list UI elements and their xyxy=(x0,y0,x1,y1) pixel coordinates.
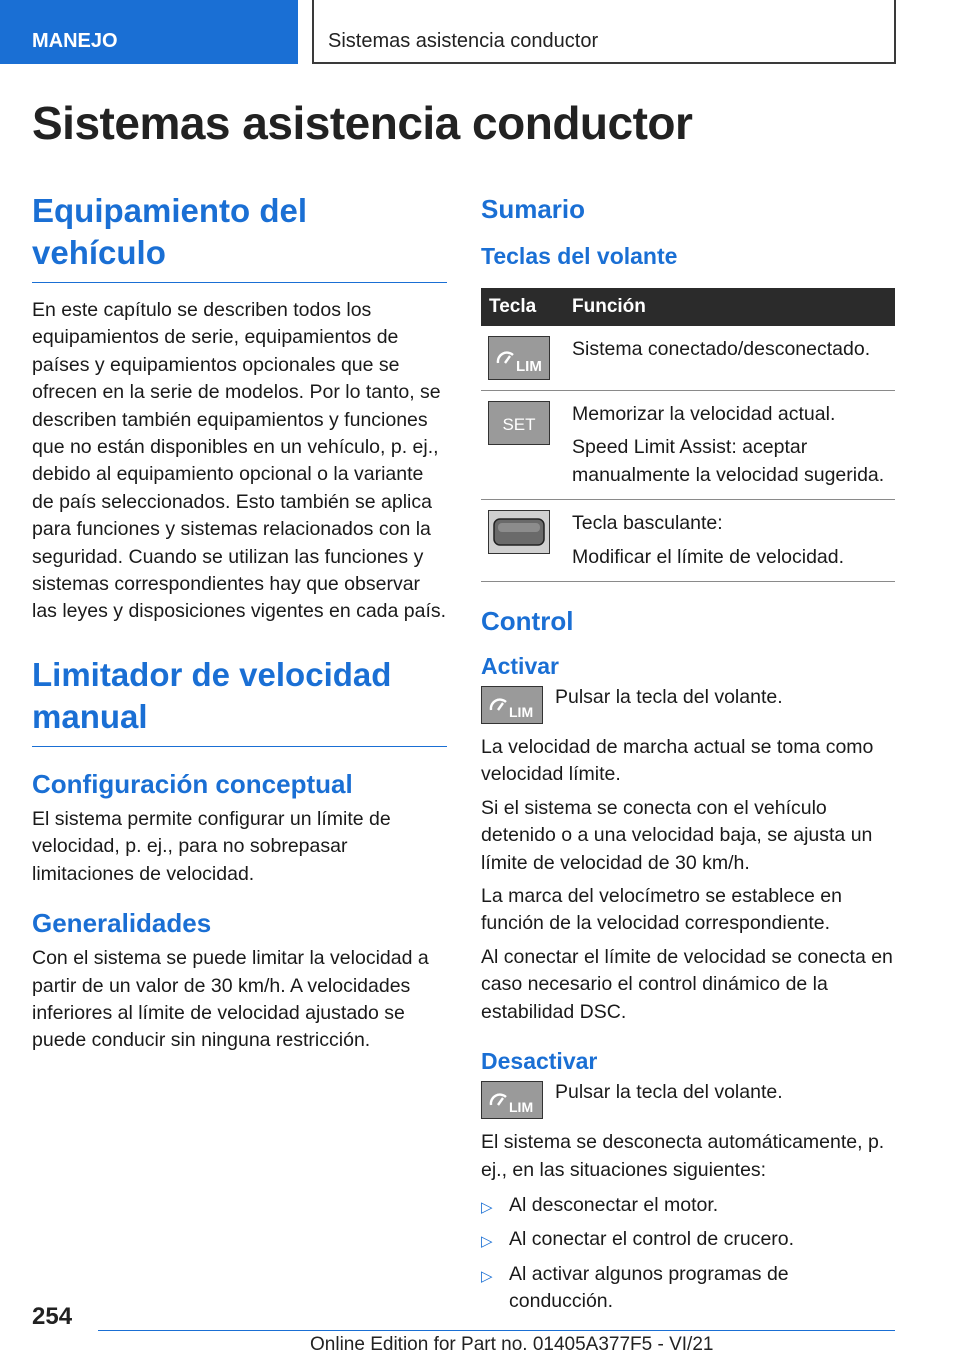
activar-paragraph: Al conectar el límite de velocidad se conecta en caso necesario el control dinámico de la estabilidad DSC. xyxy=(481,945,893,1023)
triangle-bullet-icon: ▷ xyxy=(481,1233,493,1251)
heading-teclas: Teclas del volante xyxy=(481,243,678,269)
desactivar-intro: El sistema se desconecta automáticamente, p. ej., en las situaciones siguientes: xyxy=(481,1131,885,1181)
set-key-cell xyxy=(481,391,572,500)
heading-control: Control xyxy=(481,606,574,637)
table-row xyxy=(481,500,895,582)
right-column xyxy=(481,190,895,1321)
activar-paragraph: Si el sistema se conecta con el vehículo detenido o a una velocidad baja, se ajusta un límite de velocidad de 30 km/h. xyxy=(481,796,873,874)
paragraph-equipamiento: En este capítulo se describen todos los equipamientos de serie, equipamientos de países y equipamientos opcionales que se ofrecen en la serie de modelos. Por lo tanto, se describen también equipamientos y funciones que no están disponibles en un vehículo, p. ej., debido al equipamiento opcional o la variante de país seleccionados. Esto también se aplica para funciones y sistemas relacionados con la seguridad. Cuando se utilizan las funciones y sistemas correspondientes hay que observar las leyes y disposiciones vigentes en cada país. xyxy=(32,299,447,623)
heading-limitador: Limitador de velocidad manual xyxy=(32,654,447,747)
heading-configuracion: Configuración conceptual xyxy=(32,768,353,799)
footer-divider xyxy=(98,1330,895,1331)
function-cell xyxy=(572,500,895,582)
desactivar-press-text: Pulsar la tecla del volante. xyxy=(555,1081,783,1104)
activar-paragraph: La velocidad de marcha actual se toma como velocidad límite. xyxy=(481,736,874,786)
section-label: MANEJO xyxy=(32,30,118,52)
function-text: Memorizar la velocidad actual. xyxy=(572,403,836,425)
paragraph-generalidades: Con el sistema se puede limitar la velocidad a partir de un valor de 30 km/h. A velocidades inferiores al límite de velocidad ajustado se puede conducir sin ninguna restricción. xyxy=(32,947,429,1052)
paragraph-configuracion: El sistema permite configurar un límite de velocidad, p. ej., para no sobrepasar limitaciones de velocidad. xyxy=(32,807,391,885)
activar-press-text: Pulsar la tecla del volante. xyxy=(555,686,783,709)
triangle-bullet-icon: ▷ xyxy=(481,1267,493,1285)
table-header-function: Función xyxy=(572,288,895,326)
function-cell xyxy=(572,391,895,500)
lim-key-label: LIM xyxy=(516,358,542,375)
lim-key-icon xyxy=(488,336,550,380)
list-item-text: Al activar algunos programas de conducción. xyxy=(509,1262,789,1313)
rocker-key-cell xyxy=(481,500,572,582)
page-title: Sistemas asistencia conductor xyxy=(32,97,693,149)
rocker-switch-icon xyxy=(488,510,550,554)
heading-sumario: Sumario xyxy=(481,194,586,224)
table-header-key: Tecla xyxy=(481,288,572,326)
table-row xyxy=(481,391,895,500)
function-cell xyxy=(572,326,895,391)
table-row xyxy=(481,326,895,391)
set-key-icon xyxy=(488,401,550,445)
list-item xyxy=(481,1226,895,1255)
activar-instruction xyxy=(481,686,895,724)
lim-key-cell xyxy=(481,326,572,391)
desactivar-instruction xyxy=(481,1081,895,1119)
heading-desactivar: Desactivar xyxy=(481,1048,598,1075)
lim-key-icon xyxy=(481,686,543,724)
page-number: 254 xyxy=(32,1303,73,1330)
table-header-row xyxy=(481,288,895,326)
function-text: Sistema conectado/desconectado. xyxy=(572,338,871,360)
footer-edition: Online Edition for Part no. 01405A377F5 - VI/21 xyxy=(310,1334,714,1355)
set-key-label: SET xyxy=(502,415,536,434)
activar-paragraph: La marca del velocímetro se establece en función de la velocidad correspondiente. xyxy=(481,885,842,935)
lim-key-label: LIM xyxy=(509,704,534,721)
keys-table xyxy=(481,288,895,582)
left-column xyxy=(32,190,447,1055)
lim-key-label: LIM xyxy=(509,1099,534,1116)
list-item-text: Al desconectar el motor. xyxy=(509,1193,719,1216)
list-item xyxy=(481,1261,895,1316)
chapter-label: Sistemas asistencia conductor xyxy=(328,30,599,52)
function-text: Tecla basculante: xyxy=(572,512,723,535)
list-item-text: Al conectar el control de crucero. xyxy=(509,1228,795,1251)
triangle-bullet-icon: ▷ xyxy=(481,1198,493,1216)
section-tab xyxy=(0,0,298,64)
heading-activar: Activar xyxy=(481,653,559,680)
heading-generalidades: Generalidades xyxy=(32,908,212,939)
desactivar-list xyxy=(481,1192,895,1316)
chapter-header xyxy=(312,0,896,64)
function-text: Speed Limit Assist: aceptar manualmente la velocidad sugerida. xyxy=(572,436,885,486)
function-text: Modificar el límite de velocidad. xyxy=(572,545,845,568)
list-item xyxy=(481,1192,895,1221)
heading-equipamiento: Equipamiento del vehículo xyxy=(32,190,447,283)
lim-key-icon xyxy=(481,1081,543,1119)
